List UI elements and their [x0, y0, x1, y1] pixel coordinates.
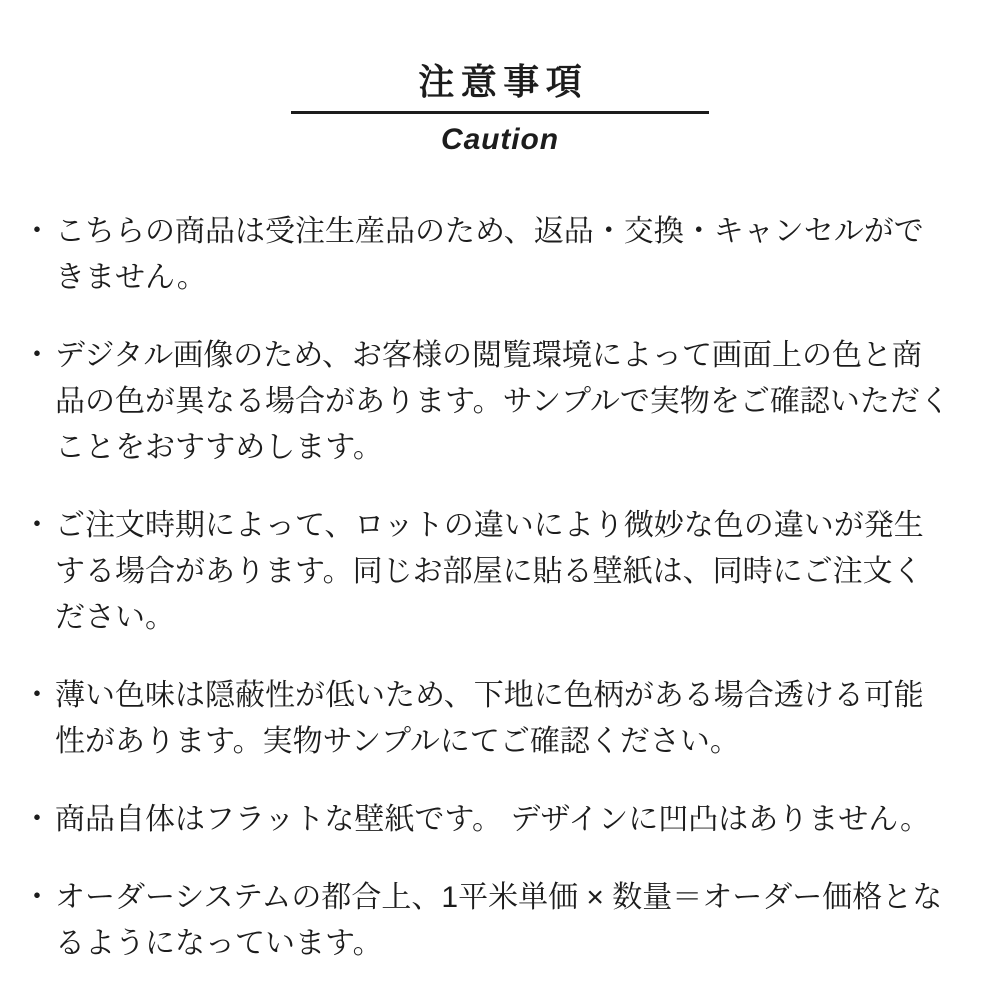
caution-item-order-pricing — [22, 875, 950, 967]
caution-text: 商品自体はフラットな壁紙です。 デザインに凹凸はありません。 — [55, 802, 931, 836]
bullet-dot-icon: ・ — [22, 802, 52, 836]
bullet-dot-icon: ・ — [22, 880, 52, 914]
caution-header — [0, 0, 1000, 159]
caution-text: デジタル画像のため、お客様の閲覧環境によって画面上の色と商品の色が異なる場合があります。サンプルで実物をご確認いただくことをおすすめします。 — [55, 338, 950, 464]
caution-item-color-display — [22, 333, 950, 471]
caution-item-lot-difference — [22, 503, 950, 641]
page-subtitle: Caution — [441, 123, 559, 157]
title-underline — [291, 111, 709, 114]
bullet-dot-icon: ・ — [22, 678, 52, 712]
caution-item-returns — [22, 209, 950, 301]
page-title: 注意事項 — [418, 61, 589, 102]
bullet-dot-icon: ・ — [22, 508, 52, 542]
caution-text: ご注文時期によって、ロットの違いにより微妙な色の違いが発生する場合があります。同じお部屋に貼る壁紙は、同時にご注文ください。 — [55, 508, 924, 634]
caution-text: オーダーシステムの都合上、1平米単価 × 数量＝オーダー価格となるようになっています。 — [55, 880, 943, 960]
caution-text: 薄い色味は隠蔽性が低いため、下地に色柄がある場合透ける可能性があります。実物サンプルにてご確認ください。 — [55, 678, 924, 758]
caution-item-transparency — [22, 673, 950, 765]
caution-list — [22, 209, 950, 967]
caution-text: こちらの商品は受注生産品のため、返品・交換・キャンセルができません。 — [55, 214, 924, 294]
bullet-dot-icon: ・ — [22, 214, 52, 248]
bullet-dot-icon: ・ — [22, 338, 52, 372]
caution-item-flat-design — [22, 797, 950, 843]
